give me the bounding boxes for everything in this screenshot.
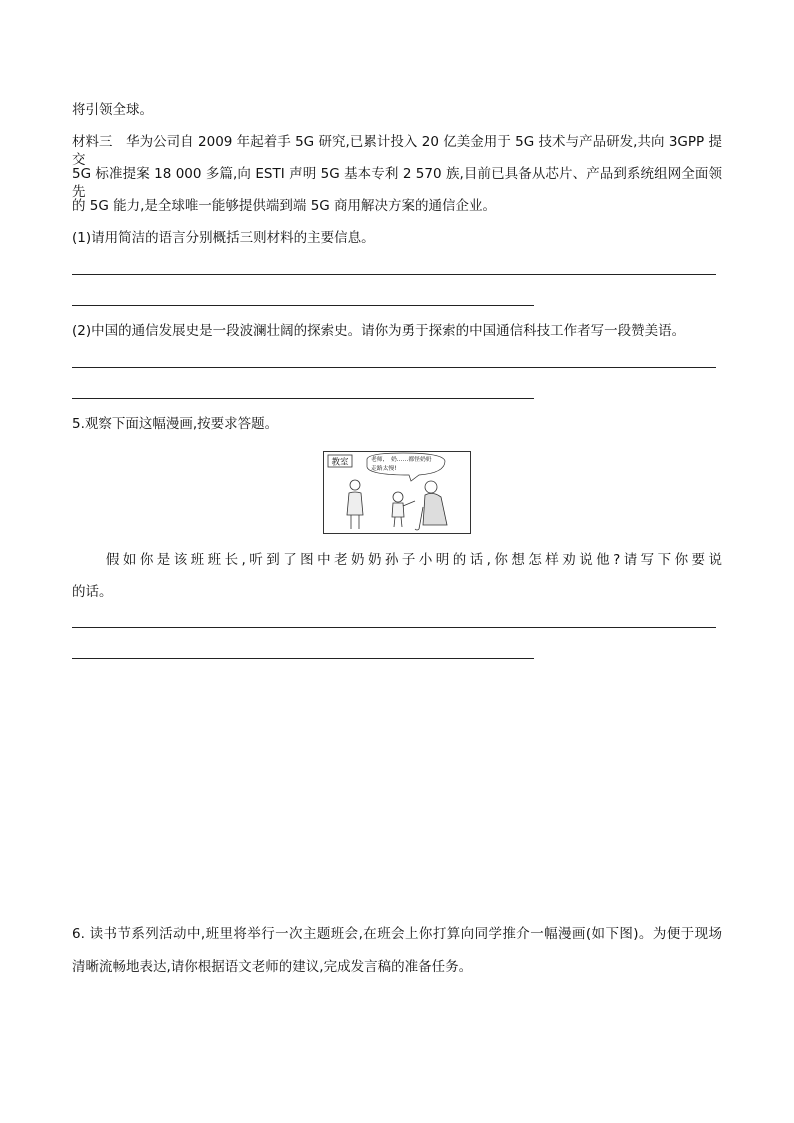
paragraph-5: 假如你是该班班长,听到了图中老奶奶孙子小明的话,你想怎样劝说他?请写下你要说 xyxy=(72,552,722,568)
answer-line[interactable] xyxy=(72,627,716,628)
question-6: 6. 读书节系列活动中,班里将举行一次主题班会,在班会上你打算向同学推介一幅漫画(如下图)。为便于现场 xyxy=(72,926,722,942)
speech-text: 走路太慢! xyxy=(371,466,397,472)
text-line: 的 5G 能力,是全球唯一能够提供端到端 5G 商用解决方案的通信企业。 xyxy=(72,198,497,214)
question-1: (1)请用简洁的语言分别概括三则材料的主要信息。 xyxy=(72,230,375,246)
question-5: 5.观察下面这幅漫画,按要求答题。 xyxy=(72,416,279,432)
question-6: 清晰流畅地表达,请你根据语文老师的建议,完成发言稿的准备任务。 xyxy=(72,959,473,975)
text-line: 5G 标准提案 18 000 多篇,向 ESTI 声明 5G 基本专利 2 570 族,目前已具备从芯片、产品到系统组网全面领先 xyxy=(72,166,722,200)
cartoon-image xyxy=(323,451,471,534)
classroom-sign-text: 教室 xyxy=(331,457,349,468)
question-2: (2)中国的通信发展史是一段波澜壮阔的探索史。请你为勇于探索的中国通信科技工作者写一段赞美语。 xyxy=(72,323,686,339)
answer-line[interactable] xyxy=(72,305,534,306)
paragraph-5: 的话。 xyxy=(72,584,113,600)
answer-line[interactable] xyxy=(72,274,716,275)
text-line: 将引领全球。 xyxy=(72,102,153,118)
speech-text: 奶……都怪奶奶 xyxy=(391,457,432,463)
answer-line[interactable] xyxy=(72,398,534,399)
answer-line[interactable] xyxy=(72,367,716,368)
answer-line[interactable] xyxy=(72,658,534,659)
speech-text: 老师, xyxy=(371,457,385,463)
text-line: 材料三 华为公司自 2009 年起着手 5G 研究,已累计投入 20 亿美金用于 5G 技术与产品研发,共向 3GPP 提交 xyxy=(72,134,722,168)
